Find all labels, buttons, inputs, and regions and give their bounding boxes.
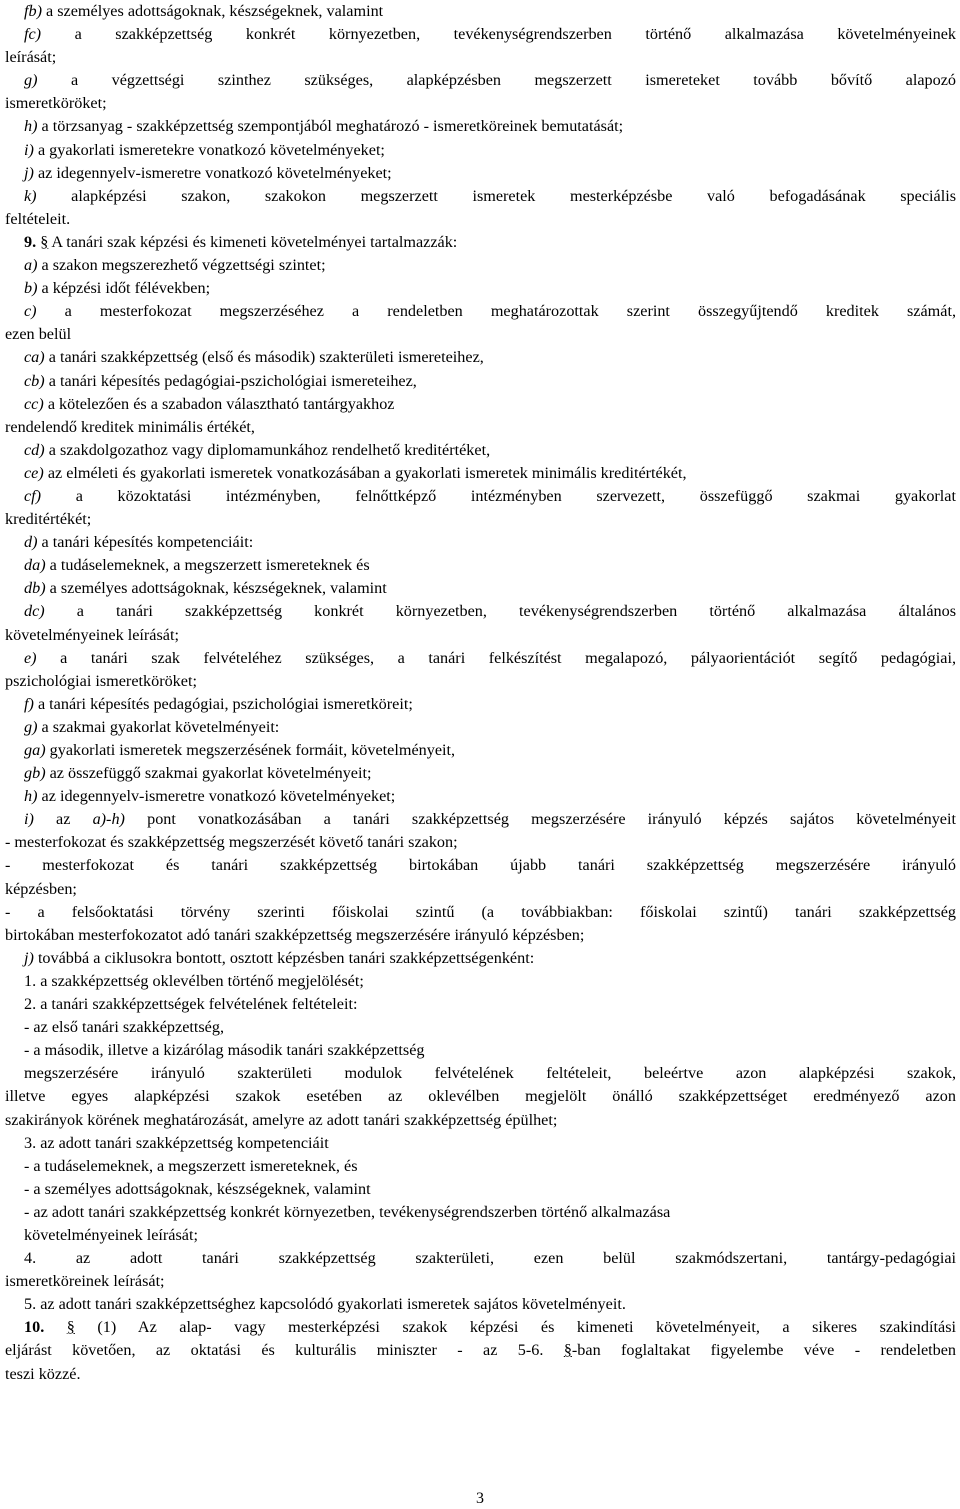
item-marker: a): [24, 256, 38, 275]
line-text: követelményeinek leírását;: [5, 625, 179, 644]
text-line: [5, 554, 956, 577]
line-text: a szakdolgozathoz vagy diplomamunkához rendelhető kreditértéket,: [44, 440, 491, 459]
item-marker: k): [24, 186, 37, 205]
text-line: [5, 439, 956, 462]
page-number: 3: [476, 1490, 484, 1507]
text-line: [5, 970, 956, 993]
line-text: az összefüggő szakmai gyakorlat követelményeit;: [45, 764, 372, 783]
text-line: [5, 924, 956, 947]
text-line: [5, 1132, 956, 1155]
line-text: 3. az adott tanári szakképzettség kompetenciáit: [24, 1133, 329, 1152]
line-text: a gyakorlati ismeretekre vonatkozó követelményeket;: [33, 140, 385, 159]
text-line: [5, 831, 956, 854]
item-marker: c): [24, 302, 37, 321]
line-text: a törzsanyag - szakképzettség szempontjából meghatározó - ismeretköreinek bemutatását;: [37, 117, 624, 136]
line-text: pont vonatkozásában a tanári szakképzettség megszerzésére irányuló képzés sajátos követelményeit: [124, 810, 956, 829]
item-marker: cb): [24, 371, 45, 390]
text-line: [5, 1293, 956, 1316]
text-line: [5, 1085, 956, 1108]
item-marker: dc): [24, 602, 45, 621]
line-text: leírását;: [5, 48, 57, 67]
text-line: [5, 1316, 956, 1339]
item-marker: d): [24, 533, 38, 552]
text-line: [5, 600, 956, 623]
text-line: [5, 300, 956, 323]
text-line: [5, 785, 956, 808]
text-line: [5, 993, 956, 1016]
item-marker: ce): [24, 463, 44, 482]
text-line: [5, 739, 956, 762]
line-text: (1) Az alap- vagy mesterképzési szakok képzési és kimeneti követelményeit, a sikeres szakindítási: [74, 1318, 957, 1337]
line-text: a tudáselemeknek, a megszerzett ismereteknek és: [45, 556, 370, 575]
line-text: 2. a tanári szakképzettségek felvételének feltételeit:: [24, 995, 358, 1014]
text-line: [5, 762, 956, 785]
text-line: [5, 370, 956, 393]
line-text: - mesterfokozat és tanári szakképzettség birtokában újabb tanári szakképzettség megszerzésére irányuló: [5, 856, 956, 875]
line-text: illetve egyes alapképzési szakok esetében az oklevélben megjelölt önálló szakképzettséget eredményező azon: [5, 1087, 956, 1106]
line-text: - az adott tanári szakképzettség konkrét környezetben, tevékenységrendszerben történő alkalmazása: [24, 1202, 671, 1221]
item-marker: gb): [24, 764, 46, 783]
item-marker: i): [24, 140, 34, 159]
item-marker: f): [24, 694, 34, 713]
text-line: [5, 139, 956, 162]
line-text: feltételeit.: [5, 209, 71, 228]
line-text: a végzettségi szinthez szükséges, alapképzésben megszerzett ismereteket tovább bővítő alapozó: [37, 71, 956, 90]
line-text: a személyes adottságoknak, készségeknek, valamint: [41, 2, 384, 20]
item-marker: j): [24, 163, 34, 182]
line-text: megszerzésére irányuló szakterületi modulok felvételének feltételeit, beleértve azon alapképzési szakok,: [24, 1064, 956, 1083]
line-text: továbbá a ciklusokra bontott, osztott képzésben tanári szakképzettségenként:: [33, 948, 535, 967]
text-line: [5, 323, 956, 346]
text-line: [5, 1016, 956, 1039]
item-marker: fc): [24, 25, 42, 44]
text-line: [5, 254, 956, 277]
text-line: [5, 485, 956, 508]
line-text: a személyes adottságoknak, készségeknek, valamint: [45, 579, 387, 598]
line-text: a tanári képesítés pedagógiai, pszichológiai ismeretköreit;: [33, 694, 413, 713]
text-line: [5, 716, 956, 739]
item-marker: cd): [24, 440, 45, 459]
item-marker: i): [24, 810, 34, 829]
item-marker: a)-h): [92, 810, 125, 829]
item-marker: ga): [24, 741, 46, 759]
line-text: az idegennyelv-ismeretre vonatkozó követelményeket;: [33, 163, 392, 182]
line-text: teszi közzé.: [5, 1364, 81, 1383]
line-text: a közoktatási intézményben, felnőttképző intézményben szervezett, összefüggő szakmai gyakorlat: [41, 486, 956, 505]
text-line: [5, 1178, 956, 1201]
text-line: [5, 1062, 956, 1085]
text-line: [5, 901, 956, 924]
text-line: [5, 46, 956, 69]
line-text: a szakon megszerezhető végzettségi szintet;: [37, 256, 326, 275]
text-line: [5, 69, 956, 92]
line-text: -ban foglaltakat figyelembe véve - rendeletben: [571, 1341, 956, 1360]
section-number: 10.: [24, 1318, 45, 1337]
text-line: [5, 346, 956, 369]
item-marker: g): [24, 717, 38, 736]
line-text: pszichológiai ismeretköröket;: [5, 671, 197, 690]
item-marker: b): [24, 279, 38, 298]
line-text: birtokában mesterfokozatot adó tanári szakképzettség megszerzésére irányuló képzésben;: [5, 925, 585, 944]
text-line: [5, 854, 956, 877]
line-text: az idegennyelv-ismeretre vonatkozó követelményeket;: [37, 787, 396, 806]
line-text: ismeretköreinek leírását;: [5, 1272, 165, 1291]
item-marker: e): [24, 648, 37, 667]
item-marker: ca): [24, 348, 45, 367]
text-line: [5, 393, 956, 416]
text-line: [5, 1155, 956, 1178]
text-line: [5, 670, 956, 693]
line-text: szakirányok körének meghatározását, amelyre az adott tanári szakképzettség épülhet;: [5, 1110, 558, 1129]
line-text: - az első tanári szakképzettség,: [24, 1018, 224, 1037]
line-text: a szakképzettség konkrét környezetben, tevékenységrendszerben történő alkalmazása követelményeinek: [41, 25, 956, 44]
text-line: [5, 508, 956, 531]
text-line: [5, 115, 956, 138]
text-line: [5, 23, 956, 46]
text-line: [5, 0, 956, 23]
line-text: gyakorlati ismeretek megszerzésének formáit, követelményeit,: [45, 741, 456, 759]
line-text: a tanári szakképzettség (első és második) szakterületi ismereteihez,: [44, 348, 484, 367]
text-line: [5, 1109, 956, 1132]
document-body: [5, 0, 956, 1386]
text-line: [5, 878, 956, 901]
text-line: [5, 1201, 956, 1224]
line-text: kreditértékét;: [5, 510, 92, 529]
line-text: a tanári képesítés pedagógiai-pszichológiai ismereteihez,: [44, 371, 417, 390]
line-text: ismeretköröket;: [5, 94, 107, 113]
text-line: [5, 208, 956, 231]
text-line: [5, 416, 956, 439]
section-sign: §: [40, 232, 49, 251]
text-line: [5, 462, 956, 485]
line-text: követelményeinek leírását;: [24, 1225, 198, 1244]
text-line: [5, 577, 956, 600]
line-text: a tanári képesítés kompetenciáit:: [37, 533, 254, 552]
line-text: rendelendő kreditek minimális értékét,: [5, 417, 255, 436]
line-text: - a személyes adottságoknak, készségeknek, valamint: [24, 1179, 371, 1198]
item-marker: h): [24, 117, 38, 136]
text-line: [5, 624, 956, 647]
item-marker: g): [24, 71, 38, 90]
line-text: ezen belül: [5, 325, 72, 344]
text-line: [5, 1363, 956, 1386]
line-text: - mesterfokozat és szakképzettség megszerzését követő tanári szakon;: [5, 833, 458, 852]
item-marker: db): [24, 579, 46, 598]
item-marker: fb): [24, 2, 42, 20]
text-line: [5, 1247, 956, 1270]
line-text: a képzési időt félévekben;: [37, 279, 211, 298]
line-text: a mesterfokozat megszerzéséhez a rendeletben meghatározottak szerint összegyűjtendő kreditek számát,: [36, 302, 956, 321]
line-text: a kötelezően és a szabadon választható tantárgyakhoz: [43, 394, 395, 413]
section-sign: §: [563, 1341, 572, 1360]
item-marker: j): [24, 948, 34, 967]
text-line: [5, 693, 956, 716]
text-line: [5, 277, 956, 300]
text-line: [5, 647, 956, 670]
line-text: - a második, illetve a kizárólag második tanári szakképzettség: [24, 1041, 425, 1060]
line-text: a szakmai gyakorlat követelményeit:: [37, 717, 280, 736]
text-line: [5, 1270, 956, 1293]
line-text: a tanári szak felvételéhez szükséges, a tanári felkészítést megalapozó, pályaorientációt segítő pedagógiai,: [36, 648, 956, 667]
text-line: [5, 808, 956, 831]
line-text: a tanári szakképzettség konkrét környezetben, tevékenységrendszerben történő alkalmazása általános: [44, 602, 956, 621]
section-number: 9.: [24, 232, 37, 251]
line-text: - a tudáselemeknek, a megszerzett ismereteknek, és: [24, 1156, 358, 1175]
line-text: alapképzési szakon, szakokon megszerzett ismeretek mesterképzésbe való befogadásának speciális: [36, 186, 956, 205]
line-text: az elméleti és gyakorlati ismeretek vonatkozásában a gyakorlati ismeretek minimális kreditértékét,: [43, 463, 687, 482]
item-marker: da): [24, 556, 46, 575]
item-marker: h): [24, 787, 38, 806]
line-text: A tanári szak képzési és kimeneti követelményei tartalmazzák:: [48, 232, 458, 251]
text-line: [5, 185, 956, 208]
text-line: [5, 1039, 956, 1062]
line-text: eljárást követően, az oktatási és kulturális miniszter - az 5-6.: [5, 1341, 564, 1360]
line-text: az: [33, 810, 93, 829]
text-line: [5, 92, 956, 115]
text-line: [5, 947, 956, 970]
line-text: 5. az adott tanári szakképzettséghez kapcsolódó gyakorlati ismeretek sajátos követelményeit.: [24, 1295, 626, 1314]
text-line: [5, 1224, 956, 1247]
text-line: [5, 231, 956, 254]
text-line: [5, 162, 956, 185]
line-text: képzésben;: [5, 879, 77, 898]
item-marker: cf): [24, 486, 42, 505]
text-line: [5, 531, 956, 554]
line-text: 1. a szakképzettség oklevélben történő megjelölését;: [24, 971, 364, 990]
section-sign: §: [66, 1318, 75, 1337]
line-text: - a felsőoktatási törvény szerinti főiskolai szintű (a továbbiakban: főiskolai szintű) tanári szakképzettség: [5, 902, 956, 921]
text-line: [5, 1339, 956, 1362]
line-text: 4. az adott tanári szakképzettség szakterületi, ezen belül szakmódszertani, tantárgy-pedagógiai: [24, 1249, 956, 1268]
item-marker: cc): [24, 394, 44, 413]
